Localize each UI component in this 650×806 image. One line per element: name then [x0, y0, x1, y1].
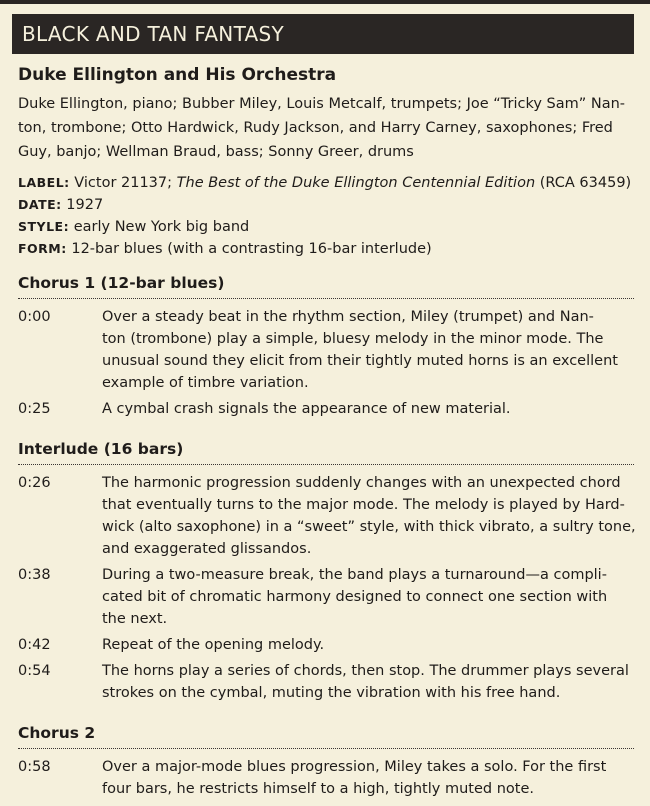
- entry-description: [102, 398, 638, 420]
- entry-line: cated bit of chromatic harmony designed to connect one section with: [102, 589, 608, 605]
- section-heading: Chorus 2: [18, 724, 96, 742]
- timestamp: 0:38: [18, 567, 51, 583]
- entry-line: The harmonic progression suddenly changes with an unexpected chord: [102, 475, 621, 491]
- title-banner: [12, 14, 634, 54]
- entry-line: strokes on the cymbal, muting the vibration with his free hand.: [102, 685, 561, 701]
- entry-line: wick (alto saxophone) in a “sweet” style, with thick vibrato, a sultry tone,: [102, 519, 636, 535]
- timestamp: 0:58: [18, 759, 51, 775]
- album-title: The Best of the Duke Ellington Centennial Edition: [176, 175, 536, 191]
- entry-line: example of timbre variation.: [102, 375, 309, 391]
- meta-date: [18, 194, 638, 216]
- band-name: Duke Ellington and His Orchestra: [18, 65, 337, 85]
- personnel-list: [18, 92, 638, 164]
- entry-description: [102, 472, 638, 560]
- meta-key: DATE:: [18, 197, 62, 212]
- meta-key: FORM:: [18, 241, 67, 256]
- dotted-divider: [18, 464, 634, 465]
- page-title: BLACK AND TAN FANTASY: [22, 22, 285, 46]
- entry-description: [102, 306, 638, 394]
- dotted-divider: [18, 748, 634, 749]
- meta-value: 1927: [66, 197, 104, 213]
- meta-value: early New York big band: [73, 219, 250, 235]
- timestamp: 0:54: [18, 663, 51, 679]
- entry-description: [102, 634, 638, 656]
- section-heading: Chorus 1 (12-bar blues): [18, 274, 225, 292]
- entry-description: [102, 756, 638, 800]
- meta-value: Victor 21137;: [74, 175, 177, 191]
- timestamp: 0:25: [18, 401, 51, 417]
- timestamp: 0:00: [18, 309, 51, 325]
- entry-line: the next.: [102, 611, 168, 627]
- entry-line: The horns play a series of chords, then stop. The drummer plays several: [102, 663, 629, 679]
- dotted-divider: [18, 298, 634, 299]
- entry-line: A cymbal crash signals the appearance of new material.: [102, 401, 511, 417]
- personnel-line: Duke Ellington, piano; Bubber Miley, Louis Metcalf, trumpets; Joe “Tricky Sam” Nan-: [18, 96, 626, 112]
- timestamp: 0:26: [18, 475, 51, 491]
- entry-description: [102, 564, 638, 630]
- entry-description: [102, 660, 638, 704]
- meta-form: [18, 238, 638, 260]
- meta-value: 12-bar blues (with a contrasting 16-bar interlude): [71, 241, 432, 257]
- entry-line: that eventually turns to the major mode. The melody is played by Hard-: [102, 497, 625, 513]
- personnel-line: ton, trombone; Otto Hardwick, Rudy Jackson, and Harry Carney, saxophones; Fred: [18, 120, 613, 136]
- section-heading: Interlude (16 bars): [18, 440, 184, 458]
- entry-line: Repeat of the opening melody.: [102, 637, 325, 653]
- entry-line: unusual sound they elicit from their tightly muted horns is an excellent: [102, 353, 618, 369]
- meta-style: [18, 216, 638, 238]
- meta-key: STYLE:: [18, 219, 70, 234]
- entry-line: Over a major-mode blues progression, Miley takes a solo. For the first: [102, 759, 607, 775]
- personnel-line: Guy, banjo; Wellman Braud, bass; Sonny Greer, drums: [18, 144, 414, 160]
- entry-line: Over a steady beat in the rhythm section, Miley (trumpet) and Nan-: [102, 309, 594, 325]
- entry-line: and exaggerated glissandos.: [102, 541, 312, 557]
- meta-label: [18, 172, 638, 194]
- entry-line: four bars, he restricts himself to a high, tightly muted note.: [102, 781, 534, 797]
- entry-line: During a two-measure break, the band plays a turnaround—a compli-: [102, 567, 607, 583]
- meta-value: (RCA 63459): [535, 175, 632, 191]
- meta-key: LABEL:: [18, 175, 70, 190]
- top-rule: [0, 0, 650, 4]
- timestamp: 0:42: [18, 637, 51, 653]
- entry-line: ton (trombone) play a simple, bluesy melody in the minor mode. The: [102, 331, 604, 347]
